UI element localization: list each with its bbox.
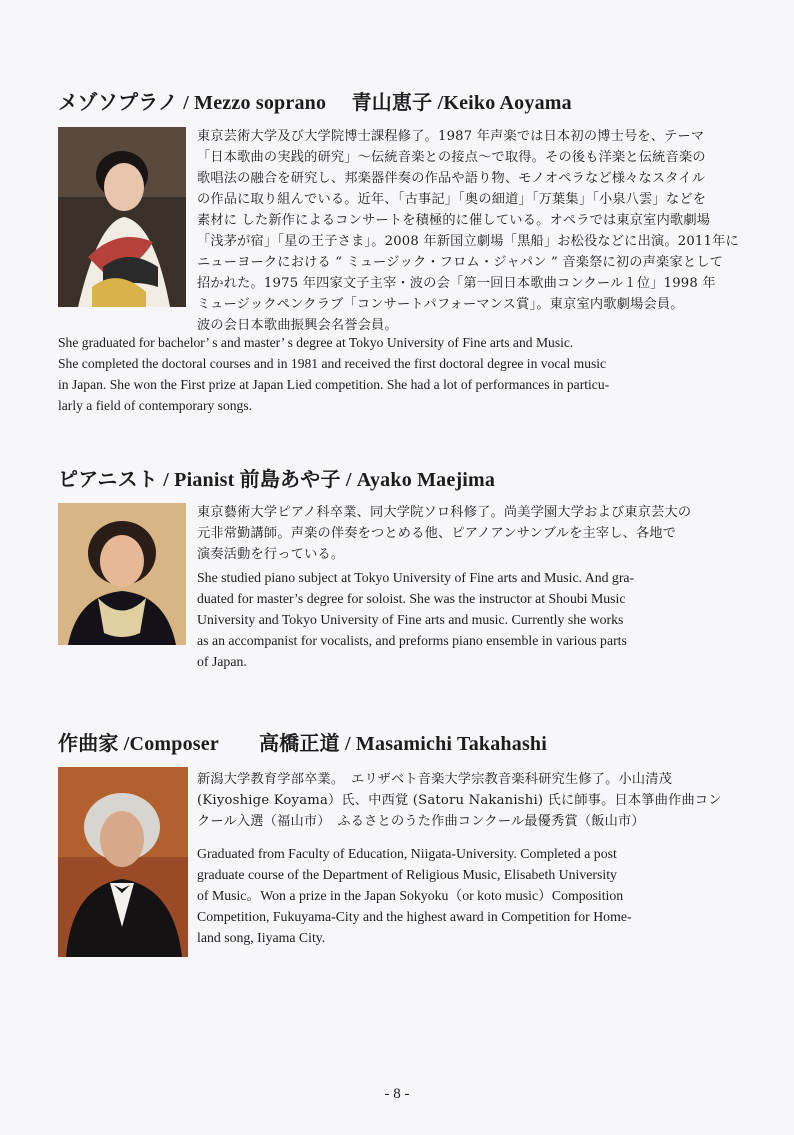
bio-line: Competition, Fukuyama-City and the highest award in Competition for Home- [197,909,632,924]
bio-line: She completed the doctoral courses and in 1981 and received the first doctoral degree in vocal music [58,356,607,371]
section-heading: 作曲家 /Composer 高橋正道 / Masamichi Takahashi [58,733,548,755]
bio-english [58,332,768,416]
bio-line: 波の会日本歌曲振興会名誉会員。 [197,318,398,333]
section-heading: ピアニスト / Pianist 前島あや子 / Ayako Maejima [58,469,496,491]
bio-line: 招かれた。1975 年四家文子主宰・波の会「第一回日本歌曲コンクール１位」1998 年 [197,276,716,291]
bio-line: larly a field of contemporary songs. [58,398,253,413]
bio-line: 元非常勤講師。声楽の伴奏をつとめる他、ピアノアンサンブルを主宰し、各地で [197,526,677,541]
bio-japanese [197,769,757,832]
bio-line: of Music。Won a prize in the Japan Sokyoku（or koto music）Composition [197,888,624,903]
portrait-photo [58,767,188,957]
bio-line: as an accompanist for vocalists, and preforms piano ensemble in various parts [197,633,627,648]
bio-line: University and Tokyo University of Fine arts and music. Currently she works [197,612,624,627]
bio-english [197,567,757,672]
bio-line: She studied piano subject at Tokyo University of Fine arts and Music. And gra- [197,570,635,585]
bio-line: クール入選（福山市） ふるさとのうた作曲コンクール最優秀賞（飯山市） [197,814,645,829]
bio-line: 東京藝術大学ピアノ科卒業、同大学院ソロ科修了。尚美学園大学および東京芸大の [197,505,692,520]
bio-line: (Kiyoshige Koyama）氏、中西覚 (Satoru Nakanishi) 氏に師事。日本箏曲作曲コン [197,793,722,808]
bio-line: の作品に取り組んでいる。近年、「古事記」「奥の細道」「万葉集」「小泉八雲」などを [197,192,707,207]
page-number: - 8 - [384,1086,410,1102]
bio-line: duated for master’s degree for soloist. She was the instructor at Shoubi Music [197,591,626,606]
bio-line: ニューヨークにおける “ ミュージック・フロム・ジャパン ” 音楽祭に初の声楽家として [197,255,723,270]
bio-japanese [197,126,757,336]
bio-line: 素材に した新作によるコンサートを積極的に催している。オペラでは東京室内歌劇場 [197,213,711,228]
portrait-photo [58,127,186,307]
bio-english [197,843,757,948]
bio-line: 「日本歌曲の実践的研究」〜伝統音楽との接点〜で取得。その後も洋楽と伝統音楽の [197,150,706,165]
bio-line: land song, Iiyama City. [197,930,326,945]
section-heading: メゾソプラノ / Mezzo soprano 青山恵子 /Keiko Aoyama [58,92,572,114]
bio-line: 東京芸術大学及び大学院博士課程修了。1987 年声楽では日本初の博士号を、テーマ [197,129,705,144]
bio-line: in Japan. She won the First prize at Japan Lied competition. She had a lot of performances in particu- [58,377,610,392]
bio-line: 「浅茅が宿」「星の王子さま」。2008 年新国立劇場「黒船」お松役などに出演。2011年に [197,234,739,249]
bio-japanese [197,502,757,565]
bio-line: Graduated from Faculty of Education, Niigata-University. Completed a post [197,846,617,861]
bio-line: She graduated for bachelor’ s and master’ s degree at Tokyo University of Fine arts and Music. [58,335,574,350]
bio-line: of Japan. [197,654,247,669]
bio-line: 演奏活動を行っている。 [197,547,345,562]
portrait-photo [58,503,186,645]
bio-line: graduate course of the Department of Religious Music, Elisabeth University [197,867,617,882]
bio-line: 新潟大学教育学部卒業。 エリザベト音楽大学宗教音楽科研究生修了。小山清茂 [197,772,673,787]
bio-line: 歌唱法の融合を研究し、邦楽器伴奏の作品や語り物、モノオペラなど様々なスタイル [197,171,706,186]
bio-line: ミュージックペンクラブ「コンサートパフォーマンス賞」。東京室内歌劇場会員。 [197,297,684,312]
